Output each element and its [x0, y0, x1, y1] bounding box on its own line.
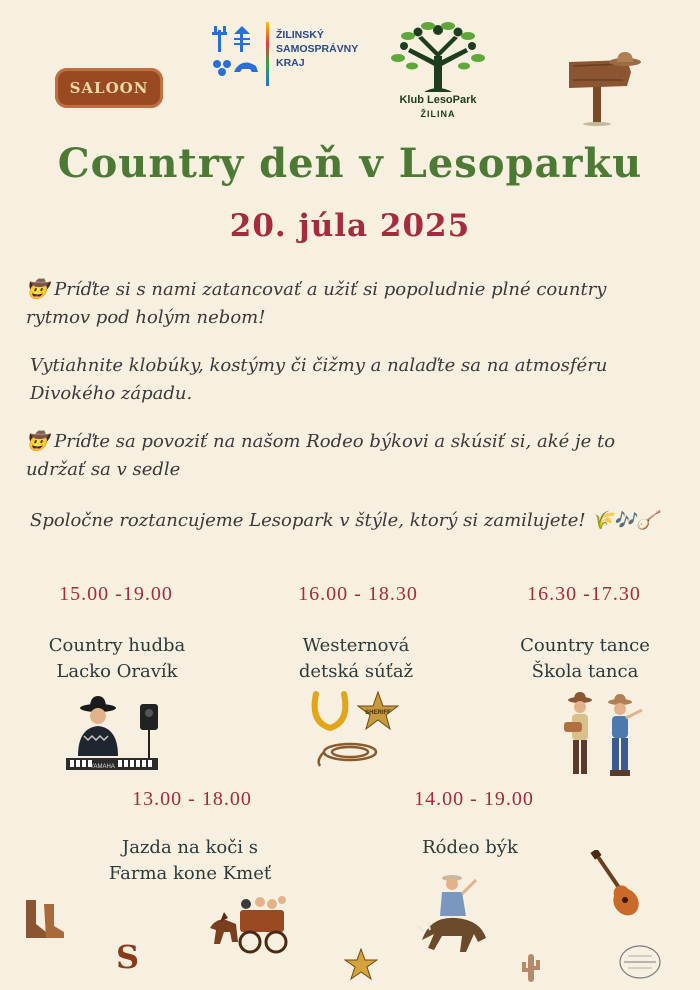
program-activity-5-line1: Ródeo býk: [422, 837, 518, 858]
klub-logo-name: Klub LesoPark: [399, 94, 477, 106]
program-time-2: 16.00 - 18.30: [298, 583, 418, 605]
small-sheriff-star-icon: [344, 948, 378, 982]
keyboard-brand: YAMAHA: [90, 764, 115, 770]
stamp-icon: [618, 942, 662, 982]
zsk-logo: [210, 20, 360, 90]
costume-paragraph: Vytiahnite klobúky, kostýmy či čižmy a nalaďte sa na atmosféru Divokého západu.: [30, 355, 608, 404]
intro-paragraph: 🤠 Príďte si s nami zatancovať a užiť si popoludnie plné country rytmov pod holým nebom!: [26, 279, 607, 328]
program-time-4: 13.00 - 18.00: [132, 788, 252, 810]
cowboy-hat-icon: [609, 52, 641, 66]
program-activity-4-line2: Farma kone Kmeť: [108, 863, 272, 884]
boots-icon: [22, 898, 66, 940]
saloon-sign-text: SALOON: [69, 79, 149, 97]
signpost-icon: [565, 50, 645, 126]
rodeo-bull-icon: [416, 870, 492, 970]
zsk-line-3: KRAJ: [276, 57, 305, 69]
carriage-icon: [206, 888, 292, 960]
program-activity-5: [350, 835, 590, 861]
zsk-line-2: SAMOSPRÁVNY: [276, 43, 359, 55]
program-activity-2-line2: detská súťaž: [298, 661, 414, 682]
program-activity-2: [236, 633, 476, 685]
program-activity-1: [0, 633, 237, 685]
saloon-sign: [55, 68, 163, 108]
guitar-icon: [588, 850, 642, 920]
zsk-line-1: ŽILINSKÝ: [276, 29, 324, 41]
dancers-icon: [560, 692, 646, 786]
western-items-icon: [310, 690, 400, 770]
program-activity-3: [465, 633, 700, 685]
program-activity-3-line2: Škola tanca: [531, 661, 639, 682]
klub-lesopark-logo: [388, 18, 488, 124]
zsk-color-bar: [266, 22, 269, 86]
horseshoe-icon: [315, 694, 346, 728]
program-activity-2-line1: Westernová: [302, 635, 410, 656]
lasso-icon: [319, 744, 376, 766]
cactus-icon: [520, 952, 542, 982]
program-activity-1-line1: Country hudba: [48, 635, 186, 656]
program-activity-4-line1: Jazda na koči s: [122, 837, 258, 858]
zsk-emblem-icon: [210, 20, 264, 80]
klub-logo-city: ŽILINA: [420, 109, 456, 119]
program-activity-4: [70, 835, 310, 887]
musician-icon: [64, 696, 164, 776]
event-title: Country deň v Lesoparku: [57, 140, 643, 187]
zsk-logo-text: [276, 28, 358, 70]
program-activity-1-line2: Lacko Oravík: [56, 661, 178, 682]
program-time-3: 16.30 -17.30: [527, 583, 641, 605]
event-date: 20. júla 2025: [229, 208, 471, 244]
sheriff-badge-text: SHERIFF: [365, 710, 391, 716]
rodeo-paragraph: 🤠 Príďte sa povoziť na našom Rodeo býkovi a skúsiť si, aké je to udržať sa v sedle: [26, 431, 616, 480]
tree-people-icon: [388, 18, 488, 94]
closing-paragraph: Spoločne roztancujeme Lesopark v štýle, ktorý si zamilujete! 🌾🎶🪕: [30, 510, 659, 531]
program-time-5: 14.00 - 19.00: [414, 788, 534, 810]
program-activity-3-line1: Country tance: [520, 635, 650, 656]
program-time-1: 15.00 -19.00: [59, 583, 173, 605]
decorative-letter-s: S: [116, 938, 140, 976]
sheriff-star-icon: [358, 692, 398, 729]
